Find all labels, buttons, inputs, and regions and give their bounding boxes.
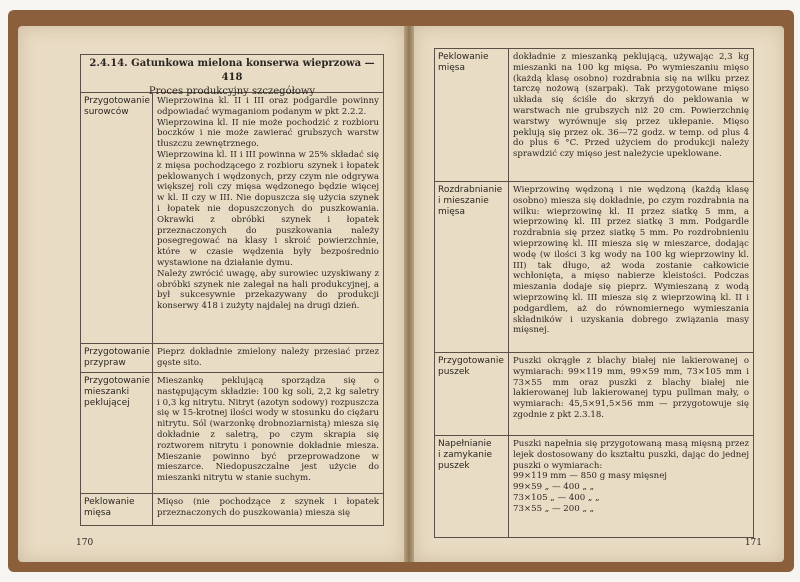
row-label: Przygotowanie puszek xyxy=(435,353,509,435)
table-row xyxy=(435,49,753,182)
table-row xyxy=(435,353,753,436)
process-table-right xyxy=(434,48,754,538)
row-text: Wieprzowina kl. II i III oraz podgardle powinny odpowiadać wymaganiom podanym w pkt 2.2.2. Wieprzowina kl. II nie może pochodzić z rozbioru boczków i nie może zawierać grubszych warstw tłuszczu zewnętrznego. Wieprzowina kl. II i III powinna w 25% składać się z mięsa pochodzącego z rozbioru szynek i łopatek peklowanych i wędzonych, przy czym nie odgrywa większej roli czy mięsa wędzonego będzie więcej w kl. II czy w III. Nie dopuszcza się użycia szynek i łopatek nie dopuszczonych do puszkowania. Okrawki z obróbki szynek i łopatek przeznaczonych do puszkowania należy posegregować na klasy i skroić powierzchnie, które w czasie wędzenia były bezpośrednio wystawione na działanie dymu. Należy zwrócić uwagę, aby surowiec uzyskiwany z obróbki szynek nie zalegał na hali produkcyjnej, a był sukcesywnie przekazywany do produkcji konserwy 418 i zużyty najdalej na drugi dzień. xyxy=(157,96,379,312)
row-label: Rozdrabnianie i mieszanie mięsa xyxy=(435,182,509,352)
row-text: Puszki okrągłe z blachy białej nie lakierowanej o wymiarach: 99×119 mm, 99×59 mm, 73×105 mm i 73×55 mm oraz puszki z blachy białej nie lakierowanej lub lakierowanej typu pullman mały, o wymiarach: 45,5×91,5×56 mm — przygotowuje się zgodnie z pkt 2.3.18. xyxy=(513,356,749,420)
row-label: Peklowanie mięsa xyxy=(435,49,509,181)
row-text: Wieprzowinę wędzoną i nie wędzoną (każdą klasę osobno) miesza się dokładnie, po czym rozdrabnia na wilku: wieprzowinę kl. II przez siatkę 5 mm, a wieprzowinę kl. III przez siatkę 3 mm. Podgardle rozdrabnia się przez siatkę 5 mm. Po rozdrobnieniu wieprzowinę kl. III miesza się w mieszarce, dodając wodę (w ilości 3 kg wody na 100 kg wieprzowiny kl. III) tak długo, aż woda zostanie całkowicie wchłonięta, a mięso nabierze kleistości. Podczas mieszania dodaje się pieprz. Wymieszaną z wodą wieprzowinę kl. III miesza się z wieprzowiną kl. II i podgardlem, aż do równomiernego wymieszania składników i uzyskania dobrego związania masy mięsnej. xyxy=(513,185,749,336)
table-row xyxy=(81,373,383,494)
section-header xyxy=(81,55,383,97)
table-row xyxy=(435,182,753,353)
row-label: Przygotowanie przypraw xyxy=(81,344,153,372)
section-title: 2.4.14. Gatunkowa mielona konserwa wieprzowa — 418 xyxy=(89,58,375,83)
row-text: Mieszankę peklującą sporządza się o następującym składzie: 100 kg soli, 2,2 kg saletry i 0,3 kg nitrytu. Nitryt (azotyn sodowy) rozpuszcza się w 15-krotnej ilości wody w stosunku do ciężaru nitrytu. Sól (warzonkę drobnoziarnistą) miesza się dokładnie z saletrą, po czym skrapia się roztworem nitrytu i ponownie dokładnie miesza. Mieszanie powinno być przeprowadzone w mieszarce. Niedopuszczalne jest użycie do mieszanki nitrytu w stanie suchym. xyxy=(157,376,379,484)
section-subtitle: Proces produkcyjny szczegółowy xyxy=(148,86,316,97)
table-row xyxy=(81,494,383,526)
row-text: Puszki napełnia się przygotowaną masą mięsną przez lejek dostosowany do kształtu puszki, dając do jednej puszki o wymiarach: 99×119 mm — 850 g masy mięsnej 99×59 „ — 400 „ „ 73×105 „ — 400 „ „ 73×55 „ — 200 „ „ xyxy=(513,439,749,514)
row-text: Pieprz dokładnie zmielony należy przesiać przez gęste sito. xyxy=(157,347,379,368)
open-book xyxy=(8,10,794,572)
process-table-left xyxy=(80,54,384,526)
table-row xyxy=(81,93,383,344)
page-number: 170 xyxy=(76,538,94,548)
table-row xyxy=(81,344,383,373)
row-label: Przygotowanie surowców xyxy=(81,93,153,343)
right-page xyxy=(414,26,784,562)
row-label: Przygotowanie mieszanki peklującej xyxy=(81,373,153,493)
table-row xyxy=(435,436,753,538)
row-text: dokładnie z mieszanką peklującą, używając 2,3 kg mieszanki na 100 kg mięsa. Po wymieszaniu mięso (każdą klasę osobno) rozdrabnia się na wilku przez tarczę nożową (szarpak). Tak przygotowane mięso układa się ściśle do skrzyń do peklowania w warstwach nie grubszych niż 20 cm. Powierzchnię warstwy wyrównuje się przez ukłepanie. Mięso peklują się przez ok. 36—72 godz. w temp. od plus 4 do plus 6 °C. Przed użyciem do produkcji należy sprawdzić czy mięso jest należycie upeklowane. xyxy=(513,52,749,160)
page-number: 171 xyxy=(744,538,762,548)
row-text: Mięso (nie pochodzące z szynek i łopatek przeznaczonych do puszkowania) miesza się xyxy=(157,497,379,518)
row-label: Napełnianie i zamykanie puszek xyxy=(435,436,509,538)
left-page xyxy=(18,26,404,562)
row-label: Peklowanie mięsa xyxy=(81,494,153,526)
